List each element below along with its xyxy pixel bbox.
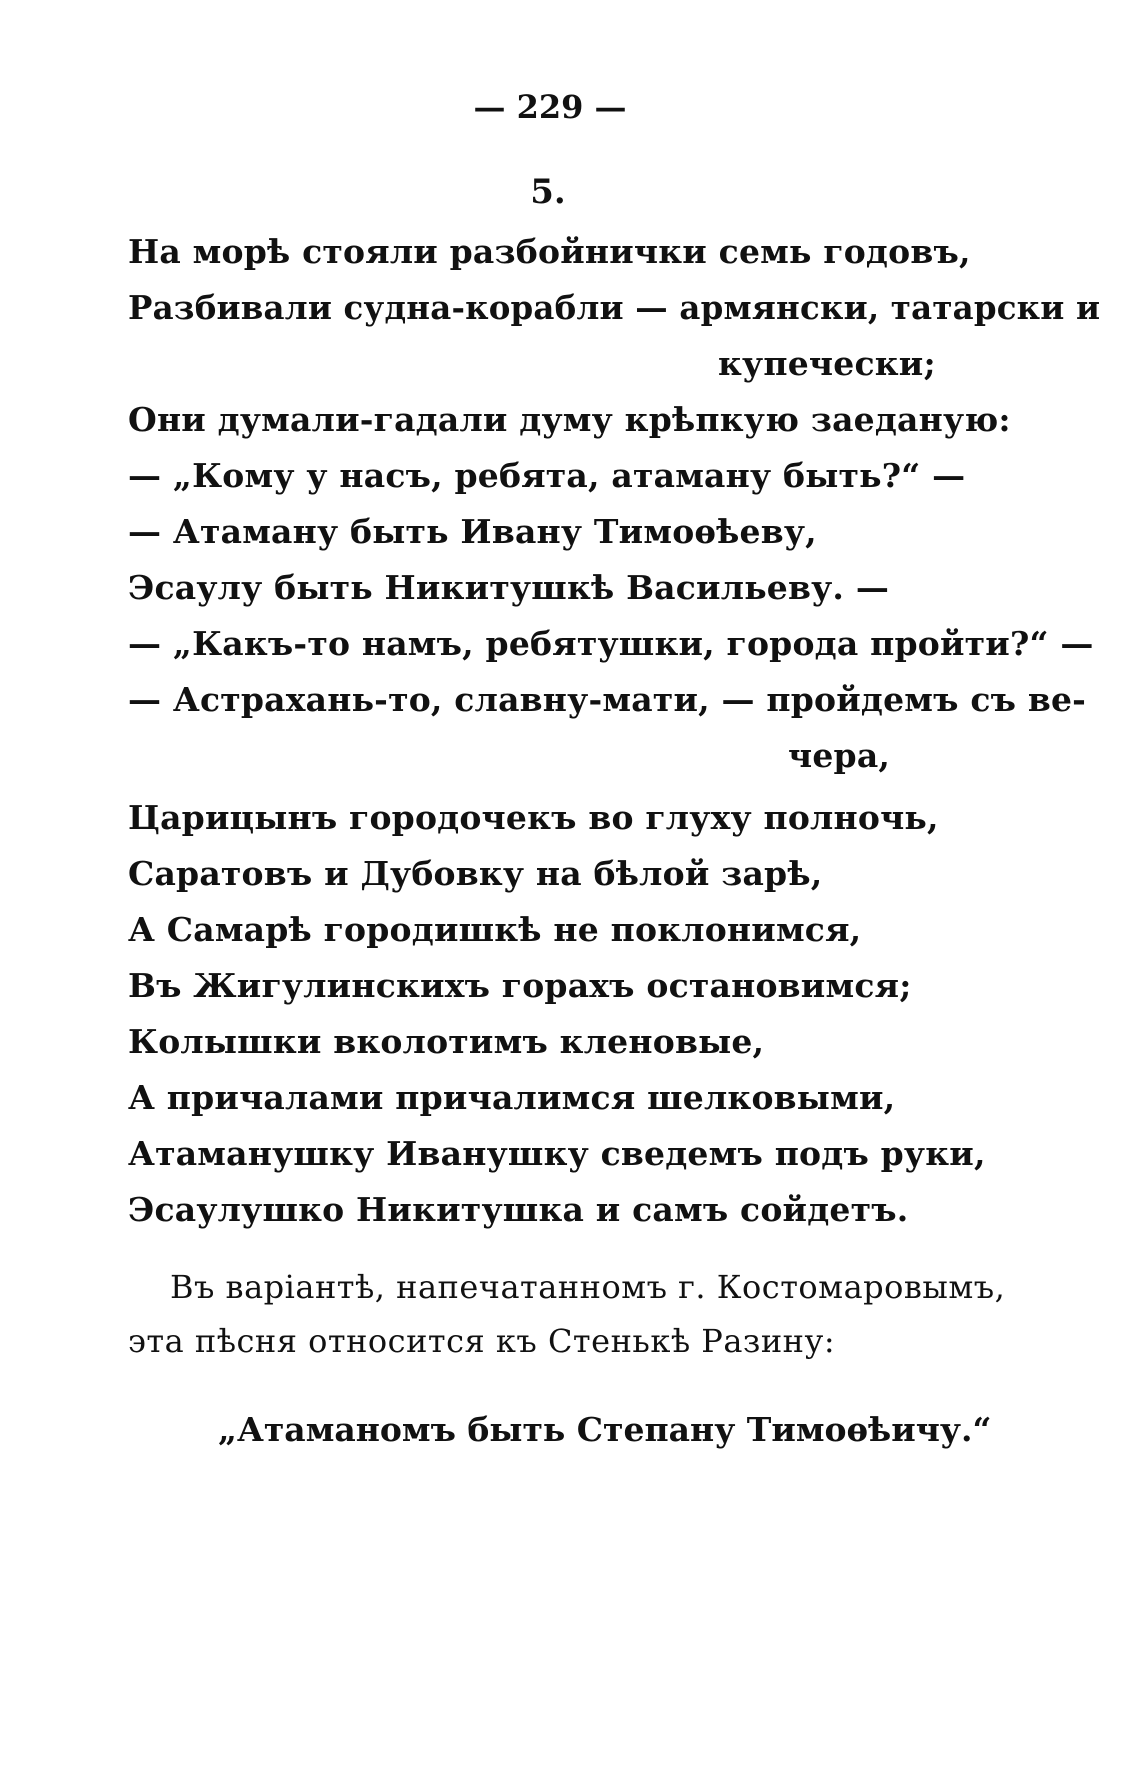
poem-line: Колышки вколотимъ кленовые, <box>128 1022 765 1061</box>
poem-line: А Самарѣ городишкѣ не поклонимся, <box>128 910 862 949</box>
section-number: 5. <box>530 172 566 212</box>
poem-line: Они думали-гадали думу крѣпкую заеданую: <box>128 400 1011 439</box>
poem-line: Разбивали судна-корабли — армянски, татарски и <box>128 288 1101 327</box>
poem-line: На морѣ стояли разбойнички семь годовъ, <box>128 232 971 271</box>
poem-line: — „Кому у насъ, ребята, атаману быть?“ — <box>128 456 966 495</box>
poem-line: — Атаману быть Ивану Тимоѳѣеву, <box>128 512 817 551</box>
poem-line: Атаманушку Иванушку сведемъ подъ руки, <box>128 1134 986 1173</box>
poem-line: А причалами причалимся шелковыми, <box>128 1078 896 1117</box>
poem-line: — Астрахань-то, славну-мати, — пройдемъ съ ве- <box>128 680 1087 719</box>
quoted-line: „Атаманомъ быть Степану Тимоѳѣичу.“ <box>218 1410 992 1449</box>
poem-line: Царицынъ городочекъ во глуху полночь, <box>128 798 939 837</box>
poem-line: — „Какъ-то намъ, ребятушки, города пройти?“ — <box>128 624 1094 663</box>
poem-line: Въ Жигулинскихъ горахъ остановимся; <box>128 966 912 1005</box>
note-line: эта пѣсня относится къ Стенькѣ Разину: <box>128 1322 836 1360</box>
note-line: Въ варiантѣ, напечатанномъ г. Костомаровымъ, <box>170 1268 1006 1306</box>
poem-line: Эсаулу быть Никитушкѣ Васильеву. — <box>128 568 890 607</box>
poem-line: Саратовъ и Дубовку на бѣлой зарѣ, <box>128 854 823 893</box>
page-number: — 229 — <box>473 88 627 126</box>
poem-line-continuation: чера, <box>788 736 891 775</box>
poem-line: Эсаулушко Никитушка и самъ сойдетъ. <box>128 1190 909 1229</box>
poem-line-continuation: купечески; <box>718 344 936 383</box>
